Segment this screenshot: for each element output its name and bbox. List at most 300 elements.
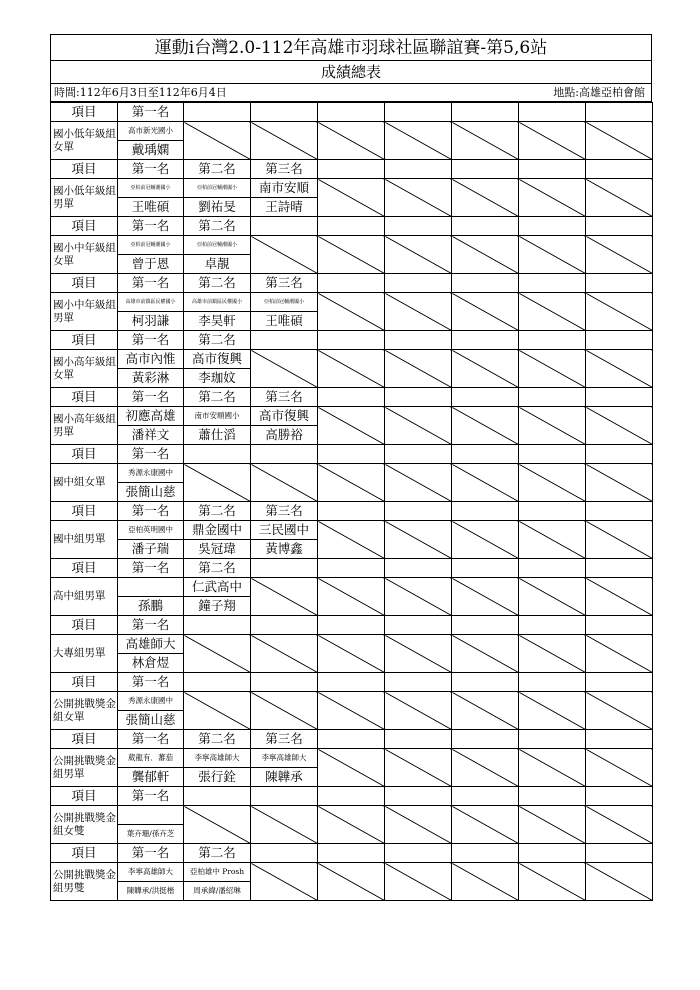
winner-affiliation [118, 578, 184, 597]
place-label: 第三名 [251, 730, 318, 749]
winner-affiliation: 亞柏前冠輔潮國小 [184, 236, 251, 255]
empty-slot [586, 806, 653, 844]
results-table [50, 102, 653, 901]
empty-slot [318, 179, 385, 217]
place-label [519, 103, 586, 122]
empty-slot [251, 635, 318, 673]
place-label [385, 331, 452, 350]
event-header-row [51, 103, 653, 122]
empty-slot [586, 692, 653, 730]
empty-slot [318, 122, 385, 160]
winner-affiliation: 仁武高中 [184, 578, 251, 597]
place-label [318, 160, 385, 179]
winner-name: 周承緯/潘紹琳 [184, 882, 251, 901]
empty-slot [586, 236, 653, 274]
place-label [452, 445, 519, 464]
place-label [184, 103, 251, 122]
place-label: 第二名 [184, 559, 251, 578]
winner-name: 張簡山慈 [118, 483, 184, 502]
empty-slot [519, 806, 586, 844]
event-name: 國小低年級組女單 [51, 122, 118, 160]
empty-slot [318, 578, 385, 616]
winner-name: 張行銓 [184, 768, 251, 787]
empty-slot [452, 350, 519, 388]
empty-slot [251, 236, 318, 274]
empty-slot [318, 692, 385, 730]
winner-name: 高勝裕 [251, 426, 318, 445]
event-name: 大專組男單 [51, 635, 118, 673]
empty-slot [385, 806, 452, 844]
place-label [519, 559, 586, 578]
place-label [586, 502, 653, 521]
place-label [452, 388, 519, 407]
place-label [318, 730, 385, 749]
place-label: 第一名 [118, 616, 184, 635]
empty-slot [251, 692, 318, 730]
empty-slot [452, 806, 519, 844]
winner-name: 龔郁軒 [118, 768, 184, 787]
item-label: 項目 [51, 217, 118, 236]
winner-affiliation: 秀源永康國中 [118, 464, 184, 483]
winner-name: 蕭仕滔 [184, 426, 251, 445]
place-label [318, 388, 385, 407]
empty-slot [519, 521, 586, 559]
winner-affiliation: 亞柏前冠輔潮國小 [251, 293, 318, 312]
item-label: 項目 [51, 559, 118, 578]
place-label [385, 673, 452, 692]
event-header-row [51, 559, 653, 578]
empty-slot [586, 293, 653, 331]
empty-slot [586, 179, 653, 217]
empty-slot [251, 122, 318, 160]
empty-slot [385, 407, 452, 445]
place-label: 第一名 [118, 673, 184, 692]
empty-slot [586, 635, 653, 673]
place-label [519, 502, 586, 521]
empty-slot [452, 236, 519, 274]
place-label [452, 559, 519, 578]
empty-slot [385, 122, 452, 160]
event-header-row [51, 388, 653, 407]
winner-affiliation: 秀源永康國中 [118, 692, 184, 711]
place-label [452, 730, 519, 749]
place-label [385, 502, 452, 521]
place-label [519, 844, 586, 863]
event-date: 時間:112年6月3日至112年6月4日 [54, 86, 227, 99]
event-header-row [51, 160, 653, 179]
empty-slot [519, 464, 586, 502]
place-label: 第二名 [184, 331, 251, 350]
place-label [251, 844, 318, 863]
empty-slot [519, 122, 586, 160]
winner-affiliation: 葳龍有．蕃茄 [118, 749, 184, 768]
event-affiliation-row [51, 806, 653, 825]
empty-slot [385, 179, 452, 217]
item-label: 項目 [51, 388, 118, 407]
empty-slot [385, 350, 452, 388]
empty-slot [519, 350, 586, 388]
empty-slot [318, 749, 385, 787]
winner-name: 柯羽謙 [118, 312, 184, 331]
place-label [251, 787, 318, 806]
empty-slot [184, 692, 251, 730]
place-label [519, 673, 586, 692]
place-label [251, 673, 318, 692]
event-name: 公開挑戰獎金組男單 [51, 749, 118, 787]
empty-slot [519, 236, 586, 274]
place-label [318, 103, 385, 122]
event-name: 國小高年級組男單 [51, 407, 118, 445]
place-label: 第一名 [118, 103, 184, 122]
winner-affiliation: 亞柏前冠輔潮國小 [118, 179, 184, 198]
place-label [519, 388, 586, 407]
place-label: 第三名 [251, 274, 318, 293]
empty-slot [385, 521, 452, 559]
event-affiliation-row [51, 692, 653, 711]
empty-slot [452, 863, 519, 901]
empty-slot [318, 464, 385, 502]
place-label [318, 274, 385, 293]
winner-name: 陳韡承 [251, 768, 318, 787]
winner-name: 王唯碩 [118, 198, 184, 217]
place-label [184, 787, 251, 806]
empty-slot [452, 179, 519, 217]
winner-affiliation: 鼎金國中 [184, 521, 251, 540]
place-label [318, 331, 385, 350]
place-label [184, 616, 251, 635]
place-label: 第一名 [118, 331, 184, 350]
winner-name: 張簡山慈 [118, 711, 184, 730]
place-label [251, 616, 318, 635]
place-label: 第三名 [251, 160, 318, 179]
event-affiliation-row [51, 179, 653, 198]
place-label [519, 274, 586, 293]
item-label: 項目 [51, 502, 118, 521]
empty-slot [586, 464, 653, 502]
empty-slot [318, 407, 385, 445]
place-label [251, 103, 318, 122]
event-name: 國小中年級組女單 [51, 236, 118, 274]
winner-name: 鐘子翔 [184, 597, 251, 616]
empty-slot [519, 749, 586, 787]
place-label [519, 331, 586, 350]
empty-slot [519, 635, 586, 673]
winner-affiliation: 三民國中 [251, 521, 318, 540]
place-label [519, 445, 586, 464]
empty-slot [385, 293, 452, 331]
place-label: 第一名 [118, 502, 184, 521]
event-name: 公開挑戰獎金組男雙 [51, 863, 118, 901]
place-label: 第三名 [251, 388, 318, 407]
place-label [385, 388, 452, 407]
place-label [519, 616, 586, 635]
winner-affiliation: 南市安順 [251, 179, 318, 198]
place-label [586, 160, 653, 179]
event-affiliation-row [51, 863, 653, 882]
place-label [452, 673, 519, 692]
item-label: 項目 [51, 787, 118, 806]
winner-affiliation: 南市安順國小 [184, 407, 251, 426]
empty-slot [452, 464, 519, 502]
place-label: 第一名 [118, 445, 184, 464]
place-label [586, 673, 653, 692]
place-label: 第一名 [118, 388, 184, 407]
place-label [586, 730, 653, 749]
place-label [251, 331, 318, 350]
results-sheet [50, 34, 652, 901]
event-header-row [51, 673, 653, 692]
winner-name: 黃博鑫 [251, 540, 318, 559]
winner-name: 李昊軒 [184, 312, 251, 331]
place-label [184, 673, 251, 692]
event-affiliation-row [51, 407, 653, 426]
place-label [452, 787, 519, 806]
empty-slot [586, 350, 653, 388]
empty-slot [385, 464, 452, 502]
empty-slot [452, 122, 519, 160]
event-header-row [51, 730, 653, 749]
winner-affiliation: 高雄市前鎮區民權國小 [118, 293, 184, 312]
empty-slot [586, 122, 653, 160]
empty-slot [586, 749, 653, 787]
item-label: 項目 [51, 673, 118, 692]
place-label [452, 502, 519, 521]
place-label [385, 103, 452, 122]
event-header-row [51, 217, 653, 236]
place-label [318, 217, 385, 236]
event-header-row [51, 445, 653, 464]
place-label: 第一名 [118, 217, 184, 236]
empty-slot [184, 122, 251, 160]
event-name: 公開挑戰獎金組女雙 [51, 806, 118, 844]
winner-affiliation: 高市復興 [184, 350, 251, 369]
place-label [452, 844, 519, 863]
item-label: 項目 [51, 274, 118, 293]
winner-name: 葉卉珊/孫卉芝 [118, 825, 184, 844]
empty-slot [318, 293, 385, 331]
empty-slot [385, 578, 452, 616]
empty-slot [251, 464, 318, 502]
info-bar [50, 84, 652, 102]
empty-slot [452, 749, 519, 787]
place-label [318, 616, 385, 635]
empty-slot [251, 578, 318, 616]
place-label [318, 844, 385, 863]
place-label [586, 445, 653, 464]
event-header-row [51, 274, 653, 293]
place-label [452, 331, 519, 350]
empty-slot [452, 293, 519, 331]
place-label: 第三名 [251, 502, 318, 521]
place-label [385, 559, 452, 578]
place-label [452, 616, 519, 635]
place-label [452, 103, 519, 122]
item-label: 項目 [51, 103, 118, 122]
place-label [519, 217, 586, 236]
place-label [519, 787, 586, 806]
empty-slot [452, 692, 519, 730]
winner-name: 潘子瑞 [118, 540, 184, 559]
item-label: 項目 [51, 616, 118, 635]
page-subtitle: 成績總表 [50, 61, 652, 84]
empty-slot [251, 806, 318, 844]
event-header-row [51, 331, 653, 350]
event-affiliation-row [51, 635, 653, 654]
place-label: 第一名 [118, 787, 184, 806]
empty-slot [385, 692, 452, 730]
place-label [519, 730, 586, 749]
empty-slot [385, 236, 452, 274]
place-label [586, 103, 653, 122]
place-label [251, 559, 318, 578]
place-label [586, 559, 653, 578]
empty-slot [385, 749, 452, 787]
empty-slot [318, 635, 385, 673]
item-label: 項目 [51, 445, 118, 464]
empty-slot [385, 863, 452, 901]
place-label [251, 217, 318, 236]
empty-slot [184, 806, 251, 844]
winner-affiliation: 高雄師大 [118, 635, 184, 654]
winner-name: 孫鵬 [118, 597, 184, 616]
place-label [452, 217, 519, 236]
winner-name: 潘祥文 [118, 426, 184, 445]
empty-slot [385, 635, 452, 673]
place-label: 第一名 [118, 160, 184, 179]
place-label [586, 388, 653, 407]
winner-name: 陳韡承/洪挺楷 [118, 882, 184, 901]
item-label: 項目 [51, 730, 118, 749]
event-affiliation-row [51, 749, 653, 768]
winner-affiliation: 李寧高雄師大 [118, 863, 184, 882]
event-header-row [51, 502, 653, 521]
winner-name: 林倉煜 [118, 654, 184, 673]
empty-slot [452, 407, 519, 445]
event-affiliation-row [51, 122, 653, 141]
place-label [586, 787, 653, 806]
event-affiliation-row [51, 236, 653, 255]
place-label: 第二名 [184, 844, 251, 863]
empty-slot [184, 635, 251, 673]
winner-name: 李珈妏 [184, 369, 251, 388]
empty-slot [184, 464, 251, 502]
event-header-row [51, 844, 653, 863]
event-name: 國小中年級組男單 [51, 293, 118, 331]
place-label [519, 160, 586, 179]
winner-name: 吳冠瑋 [184, 540, 251, 559]
place-label: 第一名 [118, 730, 184, 749]
winner-affiliation: 亞柏英明國中 [118, 521, 184, 540]
place-label: 第二名 [184, 388, 251, 407]
winner-affiliation: 李寧高雄師大 [251, 749, 318, 768]
place-label: 第二名 [184, 502, 251, 521]
event-header-row [51, 616, 653, 635]
empty-slot [519, 692, 586, 730]
winner-name: 黃彩淋 [118, 369, 184, 388]
place-label [318, 445, 385, 464]
item-label: 項目 [51, 331, 118, 350]
event-affiliation-row [51, 578, 653, 597]
winner-affiliation: 亞柏前冠輔潮國小 [118, 236, 184, 255]
place-label: 第一名 [118, 844, 184, 863]
winner-affiliation: 初應高雄 [118, 407, 184, 426]
place-label [452, 274, 519, 293]
event-location: 地點:高雄亞柏會館 [553, 86, 645, 99]
empty-slot [519, 578, 586, 616]
empty-slot [318, 521, 385, 559]
empty-slot [318, 236, 385, 274]
place-label [586, 844, 653, 863]
place-label: 第二名 [184, 217, 251, 236]
winner-affiliation: 亞柏前冠輔潮國小 [184, 179, 251, 198]
empty-slot [519, 293, 586, 331]
place-label: 第二名 [184, 160, 251, 179]
place-label [385, 730, 452, 749]
winner-name: 王唯碩 [251, 312, 318, 331]
winner-name: 戴瑀嫻 [118, 141, 184, 160]
place-label [385, 274, 452, 293]
place-label [318, 673, 385, 692]
empty-slot [251, 863, 318, 901]
place-label [184, 445, 251, 464]
place-label [385, 844, 452, 863]
place-label [385, 787, 452, 806]
page-title: 運動i台灣2.0-112年高雄市羽球社區聯誼賽-第5,6站 [50, 34, 652, 61]
empty-slot [318, 806, 385, 844]
empty-slot [452, 635, 519, 673]
place-label [251, 445, 318, 464]
place-label: 第一名 [118, 274, 184, 293]
place-label: 第二名 [184, 730, 251, 749]
winner-affiliation: 高市新光國小 [118, 122, 184, 141]
empty-slot [251, 350, 318, 388]
empty-slot [586, 407, 653, 445]
place-label [586, 217, 653, 236]
winner-affiliation: 高雄市前鎮區民權國小 [184, 293, 251, 312]
place-label [385, 217, 452, 236]
place-label: 第一名 [118, 559, 184, 578]
place-label [586, 274, 653, 293]
event-affiliation-row [51, 521, 653, 540]
winner-affiliation: 亞柏雄中 Prosh [184, 863, 251, 882]
winner-name: 卓靚 [184, 255, 251, 274]
event-name: 國中組女單 [51, 464, 118, 502]
empty-slot [519, 407, 586, 445]
empty-slot [318, 350, 385, 388]
winner-affiliation: 高市內惟 [118, 350, 184, 369]
winner-name: 曾于恩 [118, 255, 184, 274]
event-name: 公開挑戰獎金組女單 [51, 692, 118, 730]
event-name: 高中組男單 [51, 578, 118, 616]
place-label [318, 787, 385, 806]
place-label [318, 559, 385, 578]
winner-affiliation: 高市復興 [251, 407, 318, 426]
place-label [385, 445, 452, 464]
place-label [452, 160, 519, 179]
event-affiliation-row [51, 350, 653, 369]
empty-slot [586, 578, 653, 616]
event-affiliation-row [51, 464, 653, 483]
event-affiliation-row [51, 293, 653, 312]
event-header-row [51, 787, 653, 806]
event-name: 國小高年級組女單 [51, 350, 118, 388]
empty-slot [519, 863, 586, 901]
place-label [385, 616, 452, 635]
item-label: 項目 [51, 160, 118, 179]
event-name: 國中組男單 [51, 521, 118, 559]
place-label: 第二名 [184, 274, 251, 293]
place-label [318, 502, 385, 521]
